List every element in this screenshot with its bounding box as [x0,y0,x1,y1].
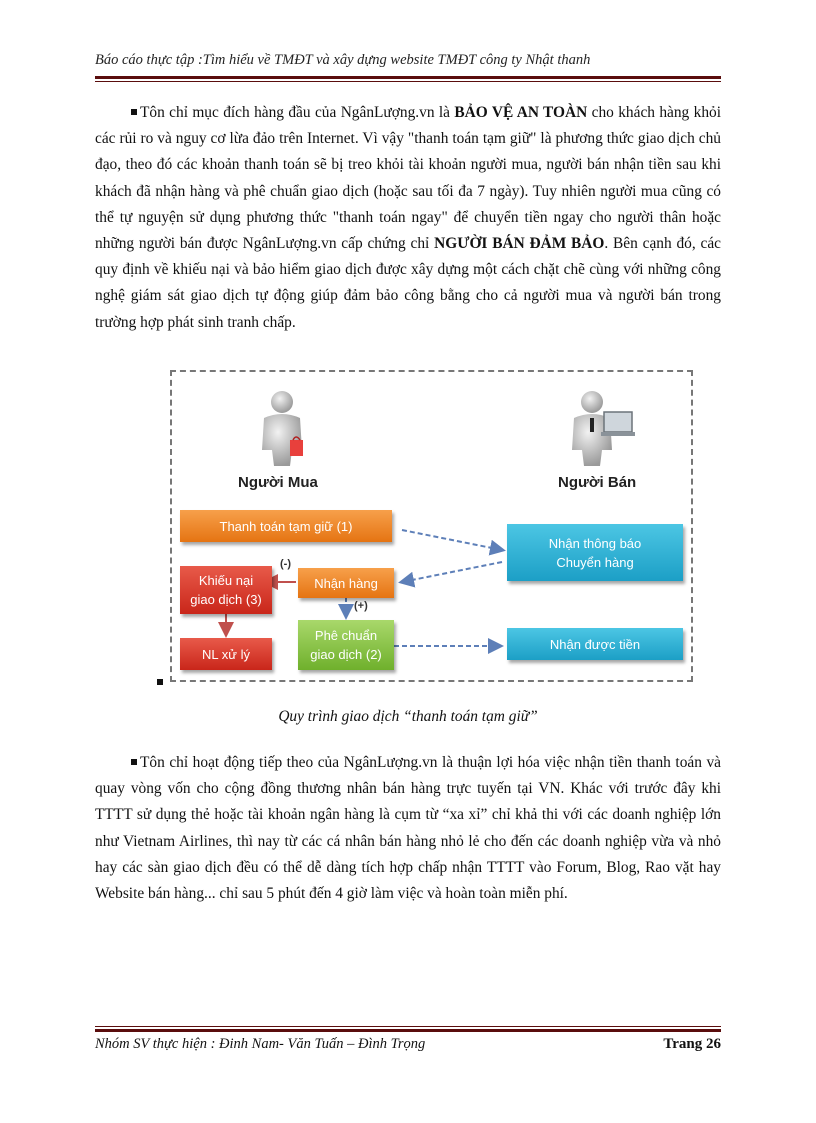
bullet-icon [131,109,137,115]
page-number: Trang 26 [663,1036,721,1052]
buyer-label: Người Mua [238,474,318,491]
arrow-payment-to-notify [402,530,502,550]
footer-rule-thin [95,1026,721,1027]
paragraph-1-bold1: BẢO VỆ AN TOÀN [454,104,588,121]
arrow-notify-to-receive [402,562,502,582]
box-payment: Thanh toán tạm giữ (1) [180,510,392,542]
seller-label: Người Bán [558,474,637,491]
box-nl-handle: NL xử lý [180,638,272,670]
box-approve: Phê chuẩn giao dịch (2) [298,620,394,670]
paragraph-1-part2: cho khách hàng khỏi các rủi ro và nguy cơ lừa đảo trên Internet. Vì vậy "thanh toán tạm giữ" là phương thức giao dịch chủ đạo, theo đó các khoản thanh toán sẽ bị treo khỏi tài khoản người mua, người bán nhận tiền sau khi khách đã nhận hàng và phê chuẩn giao dịch (hoặc sau tối đa 7 ngày). Tuy nhiên người mua cũng có thể tự nguyện sử dụng phương thức "thanh toán ngay" để chuyển tiền ngay cho người thân hoặc những người bán được NgânLượng.vn cấp chứng chỉ [95,104,721,253]
paragraph-1-part3: . Bên cạnh đó, các quy định về khiếu nại và bảo hiểm giao dịch được xây dựng một cách chặt chẽ cùng với những công nghệ giám sát giao dịch tự động giúp đảm bảo công bằng cho cả người mua và người bán trong trường hợp phát sinh tranh chấp. [95,235,721,331]
paragraph-1-bold2: NGƯỜI BÁN ĐẢM BẢO [434,235,605,253]
footer-rule-thick [95,1029,721,1032]
bullet-icon [157,679,163,685]
footer-authors: Nhóm SV thực hiện : Đinh Nam- Văn Tuấn – Đình Trọng [95,1036,426,1052]
plus-sign: (+) [354,600,368,612]
paragraph-1-part1: Tôn chỉ mục đích hàng đầu của NgânLượng.vn là [140,104,455,121]
box-receive-money: Nhận được tiền [507,628,683,660]
bullet-icon [131,759,137,765]
figure-caption: Quy trình giao dịch “thanh toán tạm giữ” [278,708,538,725]
box-complaint: Khiếu nại giao dịch (3) [180,566,272,614]
box-notify: Nhận thông báo Chuyển hàng [507,524,683,581]
minus-sign: (-) [280,558,291,570]
header-rule-thin [95,81,721,82]
box-receive-goods: Nhận hàng [298,568,394,598]
paragraph-2-text: Tôn chỉ hoạt động tiếp theo của NgânLượng.vn là thuận lợi hóa việc nhận tiền thanh toán và quay vòng vốn cho cộng đồng thương nhân bán hàng trực tuyến tại VN. Khác với trước đây khi TTTT sử dụng thẻ hoặc tài khoản ngân hàng là cụm từ “xa xỉ” chỉ khả thi với các doanh nghiệp lớn như Vietnam Airlines, thì nay từ các cá nhân bán hàng nhỏ lẻ cho đến các doanh nghiệp vừa và nhỏ hay các sàn giao dịch đều có thể dễ dàng tích hợp chấp nhận TTTT vào Forum, Blog, Rao vặt hay Website bán hàng... chỉ sau 5 phút đến 4 giờ làm việc và hoàn toàn miễn phí. [95,754,721,903]
paragraph-2 [95,750,721,907]
transaction-diagram [170,370,693,682]
header-rule-thick [95,76,721,79]
page-header: Báo cáo thực tập :Tìm hiểu về TMĐT và xây dựng website TMĐT công ty Nhật thanh [95,52,591,68]
paragraph-1 [95,100,721,336]
